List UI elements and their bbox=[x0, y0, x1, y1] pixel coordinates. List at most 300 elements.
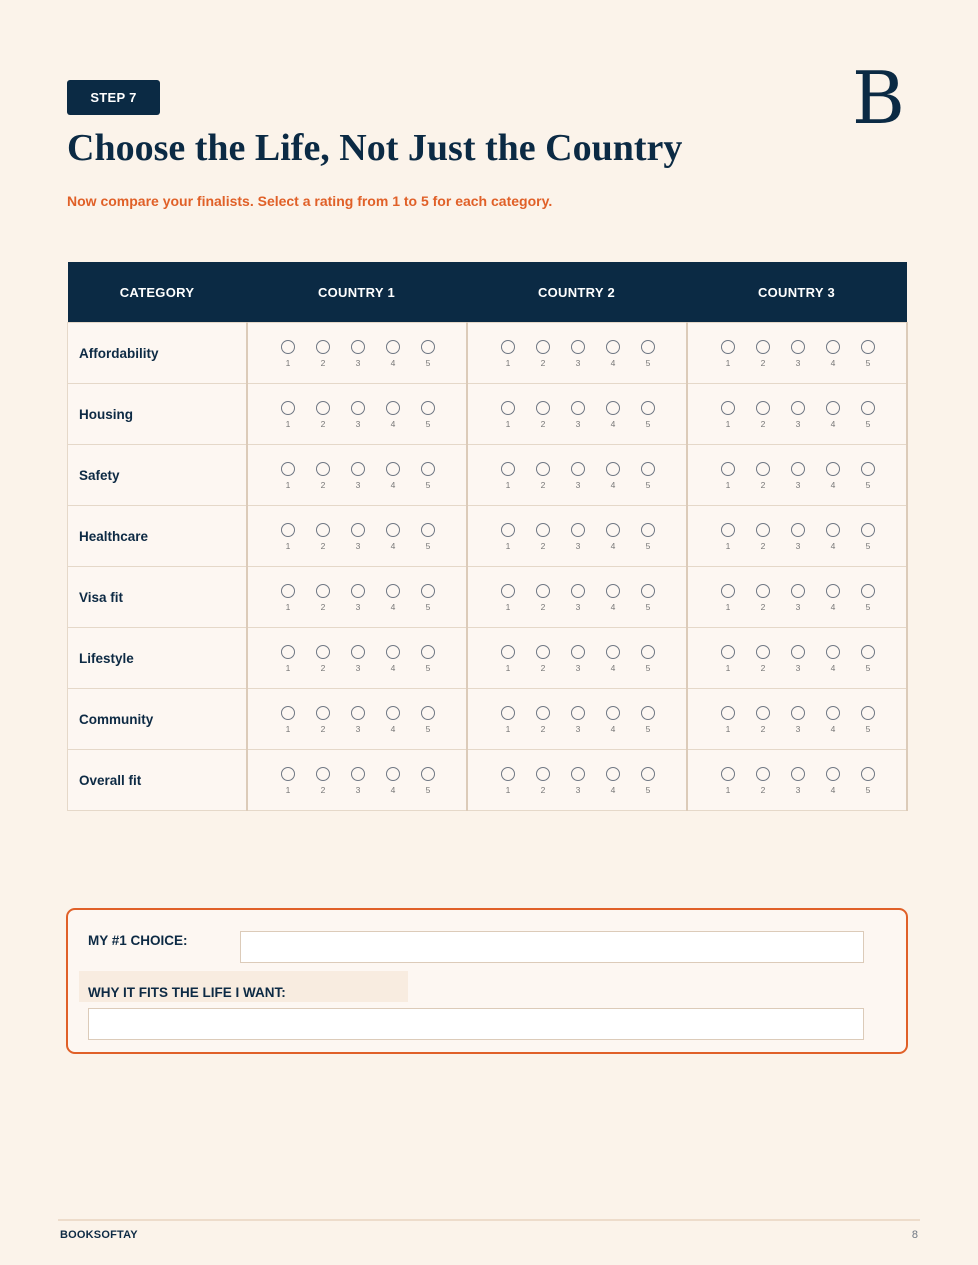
rating-option[interactable] bbox=[781, 399, 816, 429]
rating-option[interactable] bbox=[341, 521, 376, 551]
rating-number: 3 bbox=[795, 663, 801, 673]
rating-option[interactable] bbox=[596, 765, 631, 795]
radio-button[interactable] bbox=[791, 767, 805, 781]
radio-button[interactable] bbox=[791, 523, 805, 537]
radio-button[interactable] bbox=[351, 462, 365, 476]
rating-number: 3 bbox=[355, 785, 361, 795]
radio-button[interactable] bbox=[501, 340, 515, 354]
rating-radio-group bbox=[688, 643, 906, 673]
radio-button[interactable] bbox=[641, 767, 655, 781]
rating-number: 1 bbox=[505, 724, 511, 734]
radio-button[interactable] bbox=[351, 523, 365, 537]
radio-button[interactable] bbox=[501, 584, 515, 598]
rating-number: 4 bbox=[830, 358, 836, 368]
rating-option[interactable] bbox=[491, 643, 526, 673]
rating-number: 3 bbox=[355, 541, 361, 551]
rating-option[interactable] bbox=[781, 582, 816, 612]
radio-button[interactable] bbox=[721, 340, 735, 354]
rating-cell-country-3 bbox=[687, 750, 907, 811]
radio-button[interactable] bbox=[571, 645, 585, 659]
rating-number: 4 bbox=[830, 480, 836, 490]
rating-number: 5 bbox=[865, 663, 871, 673]
radio-button[interactable] bbox=[316, 645, 330, 659]
rating-option[interactable] bbox=[306, 399, 341, 429]
radio-button[interactable] bbox=[351, 340, 365, 354]
rating-option[interactable] bbox=[306, 460, 341, 490]
rating-option[interactable] bbox=[341, 338, 376, 368]
radio-button[interactable] bbox=[606, 706, 620, 720]
rating-number: 5 bbox=[645, 602, 651, 612]
radio-button[interactable] bbox=[861, 523, 875, 537]
radio-button[interactable] bbox=[351, 645, 365, 659]
rating-number: 4 bbox=[830, 602, 836, 612]
radio-button[interactable] bbox=[826, 523, 840, 537]
rating-option[interactable] bbox=[816, 704, 851, 734]
radio-button[interactable] bbox=[861, 767, 875, 781]
rating-option[interactable] bbox=[526, 338, 561, 368]
rating-number: 5 bbox=[865, 602, 871, 612]
table-body bbox=[68, 323, 907, 811]
rating-option[interactable] bbox=[411, 460, 446, 490]
radio-button[interactable] bbox=[756, 340, 770, 354]
rating-option[interactable] bbox=[561, 765, 596, 795]
rating-cell-country-3 bbox=[687, 384, 907, 445]
radio-button[interactable] bbox=[421, 340, 435, 354]
rating-option[interactable] bbox=[411, 338, 446, 368]
radio-button[interactable] bbox=[421, 401, 435, 415]
rating-option[interactable] bbox=[341, 582, 376, 612]
category-label: Housing bbox=[68, 384, 247, 445]
radio-button[interactable] bbox=[536, 767, 550, 781]
radio-button[interactable] bbox=[351, 584, 365, 598]
radio-button[interactable] bbox=[501, 767, 515, 781]
rating-option[interactable] bbox=[306, 582, 341, 612]
radio-button[interactable] bbox=[536, 645, 550, 659]
rating-radio-group bbox=[468, 704, 686, 734]
rating-option[interactable] bbox=[271, 582, 306, 612]
radio-button[interactable] bbox=[386, 401, 400, 415]
rating-option[interactable] bbox=[746, 521, 781, 551]
radio-button[interactable] bbox=[421, 462, 435, 476]
rating-radio-group bbox=[688, 399, 906, 429]
rating-option[interactable] bbox=[746, 399, 781, 429]
rating-number: 5 bbox=[425, 724, 431, 734]
radio-button[interactable] bbox=[861, 645, 875, 659]
radio-button[interactable] bbox=[721, 584, 735, 598]
rating-number: 2 bbox=[540, 785, 546, 795]
rating-option[interactable] bbox=[376, 704, 411, 734]
rating-radio-group bbox=[468, 643, 686, 673]
rating-option[interactable] bbox=[746, 704, 781, 734]
rating-option[interactable] bbox=[341, 643, 376, 673]
rating-option[interactable] bbox=[561, 338, 596, 368]
radio-button[interactable] bbox=[756, 523, 770, 537]
rating-option[interactable] bbox=[781, 704, 816, 734]
rating-option[interactable] bbox=[411, 582, 446, 612]
rating-option[interactable] bbox=[306, 704, 341, 734]
radio-button[interactable] bbox=[756, 462, 770, 476]
radio-button[interactable] bbox=[606, 584, 620, 598]
rating-option[interactable] bbox=[631, 460, 666, 490]
radio-button[interactable] bbox=[421, 523, 435, 537]
radio-button[interactable] bbox=[536, 340, 550, 354]
radio-button[interactable] bbox=[826, 645, 840, 659]
rating-option[interactable] bbox=[561, 399, 596, 429]
radio-button[interactable] bbox=[501, 462, 515, 476]
radio-button[interactable] bbox=[606, 523, 620, 537]
radio-button[interactable] bbox=[316, 584, 330, 598]
rating-option[interactable] bbox=[746, 338, 781, 368]
radio-button[interactable] bbox=[606, 645, 620, 659]
rating-option[interactable] bbox=[376, 765, 411, 795]
rating-option[interactable] bbox=[596, 460, 631, 490]
rating-number: 1 bbox=[285, 541, 291, 551]
category-label: Community bbox=[68, 689, 247, 750]
rating-option[interactable] bbox=[781, 521, 816, 551]
radio-button[interactable] bbox=[721, 645, 735, 659]
radio-button[interactable] bbox=[791, 584, 805, 598]
radio-button[interactable] bbox=[281, 462, 295, 476]
radio-button[interactable] bbox=[826, 584, 840, 598]
rating-option[interactable] bbox=[526, 704, 561, 734]
radio-button[interactable] bbox=[756, 706, 770, 720]
radio-button[interactable] bbox=[606, 767, 620, 781]
rating-option[interactable] bbox=[561, 582, 596, 612]
rating-number: 2 bbox=[760, 480, 766, 490]
rating-radio-group bbox=[248, 399, 466, 429]
rating-option[interactable] bbox=[781, 765, 816, 795]
radio-button[interactable] bbox=[316, 523, 330, 537]
rating-option[interactable] bbox=[851, 399, 886, 429]
rating-number: 2 bbox=[320, 480, 326, 490]
rating-number: 2 bbox=[540, 358, 546, 368]
rating-option[interactable] bbox=[271, 338, 306, 368]
radio-button[interactable] bbox=[571, 706, 585, 720]
rating-option[interactable] bbox=[341, 704, 376, 734]
radio-button[interactable] bbox=[861, 340, 875, 354]
rating-option[interactable] bbox=[491, 338, 526, 368]
rating-option[interactable] bbox=[526, 582, 561, 612]
rating-option[interactable] bbox=[561, 521, 596, 551]
radio-button[interactable] bbox=[721, 523, 735, 537]
rating-option[interactable] bbox=[816, 521, 851, 551]
radio-button[interactable] bbox=[421, 706, 435, 720]
radio-button[interactable] bbox=[536, 706, 550, 720]
rating-option[interactable] bbox=[526, 521, 561, 551]
rating-option[interactable] bbox=[711, 399, 746, 429]
rating-option[interactable] bbox=[596, 704, 631, 734]
rating-number: 4 bbox=[610, 419, 616, 429]
radio-button[interactable] bbox=[281, 645, 295, 659]
rating-option[interactable] bbox=[526, 399, 561, 429]
radio-button[interactable] bbox=[571, 523, 585, 537]
radio-button[interactable] bbox=[641, 645, 655, 659]
radio-button[interactable] bbox=[756, 584, 770, 598]
rating-option[interactable] bbox=[376, 521, 411, 551]
radio-button[interactable] bbox=[861, 401, 875, 415]
radio-button[interactable] bbox=[756, 645, 770, 659]
radio-button[interactable] bbox=[536, 401, 550, 415]
radio-button[interactable] bbox=[351, 767, 365, 781]
rating-option[interactable] bbox=[851, 765, 886, 795]
rating-cell-country-3 bbox=[687, 506, 907, 567]
radio-button[interactable] bbox=[386, 340, 400, 354]
radio-button[interactable] bbox=[791, 462, 805, 476]
radio-button[interactable] bbox=[791, 706, 805, 720]
rating-number: 5 bbox=[865, 419, 871, 429]
rating-radio-group bbox=[468, 399, 686, 429]
rating-option[interactable] bbox=[781, 643, 816, 673]
radio-button[interactable] bbox=[791, 401, 805, 415]
rating-option[interactable] bbox=[526, 460, 561, 490]
rating-option[interactable] bbox=[306, 521, 341, 551]
rating-option[interactable] bbox=[631, 704, 666, 734]
rating-cell-country-2 bbox=[467, 384, 687, 445]
radio-button[interactable] bbox=[826, 767, 840, 781]
step-badge: STEP 7 bbox=[67, 80, 160, 115]
radio-button[interactable] bbox=[571, 584, 585, 598]
rating-option[interactable] bbox=[711, 704, 746, 734]
rating-option[interactable] bbox=[341, 399, 376, 429]
rating-number: 1 bbox=[725, 602, 731, 612]
radio-button[interactable] bbox=[281, 401, 295, 415]
rating-number: 4 bbox=[830, 724, 836, 734]
rating-option[interactable] bbox=[376, 582, 411, 612]
rating-option[interactable] bbox=[851, 460, 886, 490]
rating-radio-group bbox=[688, 704, 906, 734]
radio-button[interactable] bbox=[281, 523, 295, 537]
radio-button[interactable] bbox=[641, 340, 655, 354]
rating-option[interactable] bbox=[816, 643, 851, 673]
rating-option[interactable] bbox=[711, 765, 746, 795]
rating-option[interactable] bbox=[816, 582, 851, 612]
radio-button[interactable] bbox=[501, 706, 515, 720]
radio-button[interactable] bbox=[721, 462, 735, 476]
radio-button[interactable] bbox=[316, 767, 330, 781]
rating-option[interactable] bbox=[411, 643, 446, 673]
rating-option[interactable] bbox=[746, 643, 781, 673]
rating-number: 1 bbox=[285, 602, 291, 612]
rating-option[interactable] bbox=[851, 521, 886, 551]
radio-button[interactable] bbox=[641, 706, 655, 720]
radio-button[interactable] bbox=[386, 523, 400, 537]
rating-option[interactable] bbox=[306, 765, 341, 795]
rating-option[interactable] bbox=[746, 765, 781, 795]
rating-option[interactable] bbox=[816, 399, 851, 429]
radio-button[interactable] bbox=[826, 340, 840, 354]
radio-button[interactable] bbox=[826, 401, 840, 415]
radio-button[interactable] bbox=[386, 706, 400, 720]
rating-number: 4 bbox=[390, 480, 396, 490]
radio-button[interactable] bbox=[421, 584, 435, 598]
radio-button[interactable] bbox=[571, 340, 585, 354]
rating-option[interactable] bbox=[411, 399, 446, 429]
rating-option[interactable] bbox=[816, 460, 851, 490]
rating-option[interactable] bbox=[341, 460, 376, 490]
rating-option[interactable] bbox=[271, 704, 306, 734]
rating-option[interactable] bbox=[376, 460, 411, 490]
radio-button[interactable] bbox=[281, 584, 295, 598]
category-label: Healthcare bbox=[68, 506, 247, 567]
top-choice-input[interactable] bbox=[240, 931, 864, 963]
radio-button[interactable] bbox=[571, 767, 585, 781]
rating-option[interactable] bbox=[816, 765, 851, 795]
radio-button[interactable] bbox=[316, 706, 330, 720]
rating-option[interactable] bbox=[411, 521, 446, 551]
rating-option[interactable] bbox=[631, 643, 666, 673]
radio-button[interactable] bbox=[351, 706, 365, 720]
rating-option[interactable] bbox=[561, 460, 596, 490]
radio-button[interactable] bbox=[501, 645, 515, 659]
rating-option[interactable] bbox=[526, 643, 561, 673]
rating-number: 1 bbox=[725, 541, 731, 551]
rating-option[interactable] bbox=[711, 521, 746, 551]
rating-option[interactable] bbox=[341, 765, 376, 795]
radio-button[interactable] bbox=[641, 584, 655, 598]
why-input[interactable] bbox=[88, 1008, 864, 1040]
rating-option[interactable] bbox=[561, 704, 596, 734]
radio-button[interactable] bbox=[501, 523, 515, 537]
rating-option[interactable] bbox=[596, 399, 631, 429]
rating-option[interactable] bbox=[851, 338, 886, 368]
rating-number: 1 bbox=[285, 358, 291, 368]
rating-option[interactable] bbox=[376, 338, 411, 368]
radio-button[interactable] bbox=[791, 645, 805, 659]
rating-radio-group bbox=[248, 582, 466, 612]
rating-option[interactable] bbox=[631, 399, 666, 429]
radio-button[interactable] bbox=[826, 462, 840, 476]
radio-button[interactable] bbox=[421, 767, 435, 781]
radio-button[interactable] bbox=[861, 706, 875, 720]
radio-button[interactable] bbox=[641, 401, 655, 415]
radio-button[interactable] bbox=[386, 584, 400, 598]
rating-option[interactable] bbox=[271, 643, 306, 673]
rating-number: 3 bbox=[355, 724, 361, 734]
radio-button[interactable] bbox=[721, 401, 735, 415]
radio-button[interactable] bbox=[281, 706, 295, 720]
radio-button[interactable] bbox=[571, 462, 585, 476]
radio-button[interactable] bbox=[826, 706, 840, 720]
radio-button[interactable] bbox=[536, 462, 550, 476]
rating-option[interactable] bbox=[491, 399, 526, 429]
rating-option[interactable] bbox=[271, 765, 306, 795]
radio-button[interactable] bbox=[606, 462, 620, 476]
rating-option[interactable] bbox=[561, 643, 596, 673]
radio-button[interactable] bbox=[571, 401, 585, 415]
rating-option[interactable] bbox=[596, 582, 631, 612]
radio-button[interactable] bbox=[316, 401, 330, 415]
rating-option[interactable] bbox=[711, 643, 746, 673]
rating-option[interactable] bbox=[306, 643, 341, 673]
rating-option[interactable] bbox=[491, 704, 526, 734]
rating-option[interactable] bbox=[631, 521, 666, 551]
radio-button[interactable] bbox=[386, 767, 400, 781]
rating-option[interactable] bbox=[491, 765, 526, 795]
radio-button[interactable] bbox=[421, 645, 435, 659]
rating-table bbox=[67, 262, 908, 811]
header-country-1: COUNTRY 1 bbox=[247, 262, 467, 323]
radio-button[interactable] bbox=[861, 584, 875, 598]
rating-number: 3 bbox=[795, 358, 801, 368]
radio-button[interactable] bbox=[501, 401, 515, 415]
rating-radio-group bbox=[248, 521, 466, 551]
rating-option[interactable] bbox=[376, 399, 411, 429]
radio-button[interactable] bbox=[641, 523, 655, 537]
rating-option[interactable] bbox=[271, 460, 306, 490]
rating-option[interactable] bbox=[711, 460, 746, 490]
radio-button[interactable] bbox=[351, 401, 365, 415]
rating-option[interactable] bbox=[746, 460, 781, 490]
rating-option[interactable] bbox=[781, 460, 816, 490]
rating-option[interactable] bbox=[596, 521, 631, 551]
radio-button[interactable] bbox=[316, 462, 330, 476]
rating-number: 4 bbox=[610, 785, 616, 795]
rating-option[interactable] bbox=[596, 643, 631, 673]
radio-button[interactable] bbox=[756, 767, 770, 781]
rating-number: 4 bbox=[830, 785, 836, 795]
radio-button[interactable] bbox=[386, 645, 400, 659]
radio-button[interactable] bbox=[861, 462, 875, 476]
rating-option[interactable] bbox=[271, 521, 306, 551]
rating-option[interactable] bbox=[851, 704, 886, 734]
rating-number: 5 bbox=[425, 602, 431, 612]
rating-radio-group bbox=[248, 460, 466, 490]
rating-option[interactable] bbox=[631, 765, 666, 795]
rating-option[interactable] bbox=[596, 338, 631, 368]
radio-button[interactable] bbox=[606, 401, 620, 415]
rating-option[interactable] bbox=[781, 338, 816, 368]
rating-option[interactable] bbox=[851, 582, 886, 612]
rating-number: 1 bbox=[725, 724, 731, 734]
radio-button[interactable] bbox=[281, 767, 295, 781]
rating-option[interactable] bbox=[271, 399, 306, 429]
rating-option[interactable] bbox=[491, 582, 526, 612]
rating-option[interactable] bbox=[411, 704, 446, 734]
rating-radio-group bbox=[248, 338, 466, 368]
rating-option[interactable] bbox=[711, 338, 746, 368]
rating-number: 4 bbox=[610, 602, 616, 612]
radio-button[interactable] bbox=[536, 523, 550, 537]
rating-option[interactable] bbox=[306, 338, 341, 368]
radio-button[interactable] bbox=[721, 706, 735, 720]
radio-button[interactable] bbox=[281, 340, 295, 354]
rating-number: 2 bbox=[540, 724, 546, 734]
rating-option[interactable] bbox=[711, 582, 746, 612]
table-row bbox=[68, 750, 907, 811]
rating-option[interactable] bbox=[526, 765, 561, 795]
rating-option[interactable] bbox=[746, 582, 781, 612]
rating-option[interactable] bbox=[816, 338, 851, 368]
radio-button[interactable] bbox=[791, 340, 805, 354]
radio-button[interactable] bbox=[756, 401, 770, 415]
radio-button[interactable] bbox=[386, 462, 400, 476]
rating-option[interactable] bbox=[491, 460, 526, 490]
rating-option[interactable] bbox=[411, 765, 446, 795]
rating-number: 4 bbox=[390, 663, 396, 673]
rating-option[interactable] bbox=[491, 521, 526, 551]
radio-button[interactable] bbox=[606, 340, 620, 354]
radio-button[interactable] bbox=[536, 584, 550, 598]
rating-number: 3 bbox=[355, 419, 361, 429]
rating-option[interactable] bbox=[851, 643, 886, 673]
rating-option[interactable] bbox=[631, 338, 666, 368]
rating-option[interactable] bbox=[376, 643, 411, 673]
radio-button[interactable] bbox=[316, 340, 330, 354]
rating-number: 5 bbox=[425, 419, 431, 429]
radio-button[interactable] bbox=[641, 462, 655, 476]
radio-button[interactable] bbox=[721, 767, 735, 781]
rating-option[interactable] bbox=[631, 582, 666, 612]
